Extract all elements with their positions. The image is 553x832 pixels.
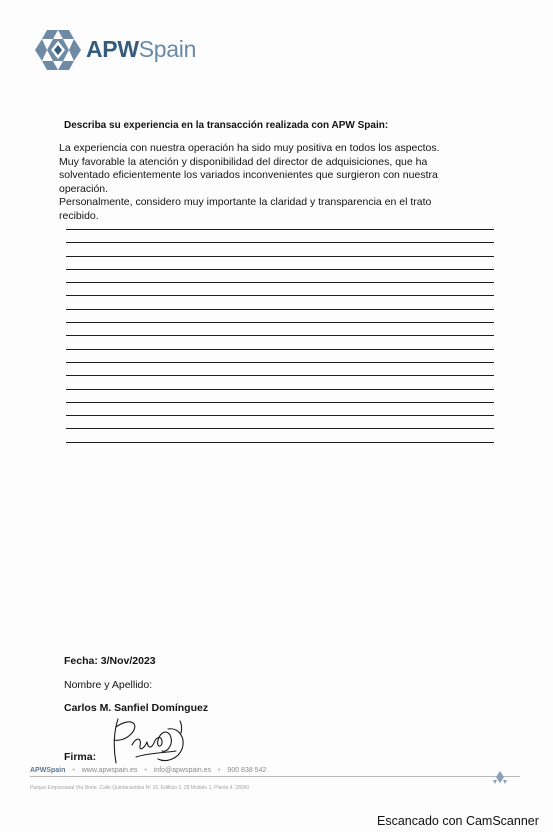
footer-contact-bar [30,767,266,774]
answer-line: La experiencia con nuestra operación ha sido muy positiva en todos los aspectos. [59,142,440,154]
writing-line [66,309,494,310]
survey-question: Describa su experiencia en la transacción realizada con APW Spain: [64,120,389,131]
footer-phone: 900 838 542 [227,767,267,774]
footer-website: www.apwspain.es [81,767,138,774]
writing-line [66,256,494,257]
company-logo-text: APWSpain [86,36,197,62]
date-field [64,655,156,667]
writing-line [66,242,494,243]
apw-logo-icon [34,28,82,72]
footer-divider [30,776,520,777]
handwritten-signature [96,713,192,771]
writing-line [66,428,494,429]
writing-line [66,349,494,350]
footer-brand: APWSpain [30,767,66,774]
writing-line [66,362,494,363]
name-value: Carlos M. Sanfiel Domínguez [64,702,209,714]
separator-dot: • [144,767,147,774]
scanner-watermark: Escancado con CamScanner [377,814,539,828]
answer-line: Muy favorable la atención y disponibilidad del director de adquisiciones, que ha [59,155,428,168]
writing-line [66,389,494,390]
date-value: 3/Nov/2023 [100,655,156,667]
date-label: Fecha: [64,655,98,667]
name-label: Nombre y Apellido: [64,679,153,691]
answer-line: recibido. [59,209,99,222]
footer-address: Parque Empresarial Vía Norte. Calle Quintanavides Nº 15. Edificio 2. 28 Modulo 1. Planta 4. 28050 [30,785,250,791]
survey-answer [59,142,499,223]
writing-line [66,442,494,443]
signature-label: Firma: [64,751,97,763]
writing-line [66,282,494,283]
writing-line [66,375,494,376]
apw-small-logo-icon [491,770,509,786]
footer-email: info@apwspain.es [153,767,212,774]
answer-line: solventado eficientemente los variados inconvenientes que surgieron con nuestra [59,169,438,181]
answer-line: Personalmente, considero muy importante la claridad y transparencia en el trato [59,196,432,208]
writing-line [66,415,494,416]
writing-line [66,322,494,323]
blank-writing-lines [66,229,494,455]
writing-line [66,402,494,403]
writing-line [66,229,494,230]
writing-line [66,335,494,336]
writing-line [66,269,494,270]
separator-dot: • [72,767,75,774]
separator-dot: • [218,767,221,774]
answer-line: operación. [59,182,109,195]
writing-line [66,295,494,296]
